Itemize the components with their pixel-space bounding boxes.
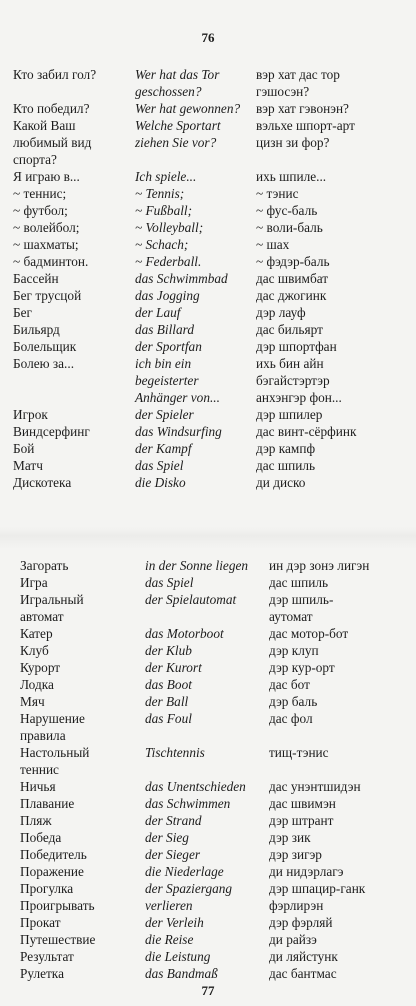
russian-phrase: Игрок — [13, 407, 48, 422]
russian-phrase: любимый вид — [13, 135, 92, 150]
entry-row — [0, 304, 416, 321]
transcription: фэрлирэн — [269, 898, 324, 913]
german-phrase: Tischtennis — [145, 745, 205, 760]
transcription: ~ тэнис — [256, 186, 299, 201]
transcription: дэр лауф — [256, 305, 306, 320]
transcription: дэр кур-орт — [269, 660, 335, 675]
entry-row — [0, 83, 416, 100]
transcription: вэр хат гэвонэн? — [256, 101, 349, 116]
page-number-bottom: 77 — [201, 983, 215, 998]
russian-phrase: Какой Ваш — [13, 118, 76, 133]
transcription: дас шпиль — [269, 575, 329, 590]
german-phrase: das Foul — [145, 711, 192, 726]
german-phrase: der Strand — [145, 813, 202, 828]
transcription: дэр шпилер — [256, 407, 323, 422]
entry-row — [0, 253, 416, 270]
transcription: дас винт-сёрфинк — [256, 424, 357, 439]
russian-phrase: Кто победил? — [13, 101, 90, 116]
entry-row — [0, 168, 416, 185]
entry-row — [0, 117, 416, 134]
german-phrase: begeisterter — [135, 373, 199, 388]
russian-phrase: Катер — [20, 626, 53, 641]
german-phrase: der Ball — [145, 694, 189, 709]
german-phrase: das Schwimmbad — [135, 271, 228, 286]
german-phrase: das Billard — [135, 322, 194, 337]
german-phrase: der Sportfan — [135, 339, 202, 354]
transcription: дэр фэрляй — [269, 915, 333, 930]
transcription: дэр кампф — [256, 441, 316, 456]
russian-phrase: Настольный — [20, 745, 90, 760]
entry-row — [0, 185, 416, 202]
russian-phrase: Поражение — [20, 864, 84, 879]
russian-phrase: Прогулка — [20, 881, 74, 896]
russian-phrase: Бег трусцой — [13, 288, 82, 303]
russian-phrase: Я играю в... — [13, 169, 80, 184]
german-phrase: der Spieler — [135, 407, 194, 422]
entry-row — [0, 795, 416, 812]
entry-row — [0, 863, 416, 880]
entry-row — [0, 406, 416, 423]
entry-row — [0, 676, 416, 693]
transcription: дас джогинк — [256, 288, 327, 303]
transcription: дас швимэн — [269, 796, 336, 811]
entry-row — [0, 625, 416, 642]
german-phrase: ziehen Sie vor? — [135, 135, 217, 150]
russian-phrase: Победитель — [20, 847, 87, 862]
russian-phrase: ~ шахматы; — [13, 237, 79, 252]
russian-phrase: Виндсерфинг — [13, 424, 90, 439]
german-phrase: der Spaziergang — [145, 881, 233, 896]
russian-phrase: Результат — [20, 949, 74, 964]
russian-phrase: Плавание — [20, 796, 75, 811]
transcription: ин дэр зонэ лигэн — [269, 558, 370, 573]
entry-row — [0, 642, 416, 659]
page-number-top: 76 — [201, 30, 215, 45]
entry-row — [0, 100, 416, 117]
transcription: ~ шах — [256, 237, 290, 252]
russian-phrase: Лодка — [20, 677, 54, 692]
entry-row — [0, 659, 416, 676]
russian-phrase: Бассейн — [13, 271, 59, 286]
russian-phrase: спорта? — [13, 152, 57, 167]
entry-row — [0, 829, 416, 846]
transcription: вэр хат дас тор — [256, 67, 340, 82]
german-phrase: der Spielautomat — [145, 592, 237, 607]
german-phrase: die Reise — [145, 932, 194, 947]
entry-row — [0, 608, 416, 625]
entry-row — [0, 693, 416, 710]
german-phrase: Wer hat gewonnen? — [135, 101, 241, 116]
russian-phrase: Победа — [20, 830, 62, 845]
entry-row — [0, 66, 416, 83]
german-phrase: der Verleih — [145, 915, 204, 930]
german-phrase: ~ Fußball; — [135, 203, 193, 218]
russian-phrase: Бильярд — [13, 322, 60, 337]
russian-phrase: Матч — [13, 458, 43, 473]
german-phrase: ~ Tennis; — [135, 186, 185, 201]
transcription: ихь бин айн — [256, 356, 324, 371]
transcription: дэр штрант — [269, 813, 334, 828]
entry-row — [0, 931, 416, 948]
entry-row — [0, 219, 416, 236]
entry-row — [0, 948, 416, 965]
transcription: ди ляйстунк — [269, 949, 338, 964]
transcription: бэгайстэртэр — [256, 373, 330, 388]
entry-row — [0, 202, 416, 219]
russian-phrase: Клуб — [20, 643, 49, 658]
transcription: дэр шпортфан — [256, 339, 337, 354]
transcription: дас мотор-бот — [269, 626, 349, 641]
entry-row — [0, 389, 416, 406]
russian-phrase: автомат — [20, 609, 64, 624]
german-phrase: der Sieg — [145, 830, 189, 845]
german-phrase: Wer hat das Tor — [135, 67, 220, 82]
entry-row — [0, 812, 416, 829]
transcription: дас фол — [269, 711, 313, 726]
german-phrase: das Spiel — [135, 458, 184, 473]
german-phrase: Ich spiele... — [135, 169, 197, 184]
transcription: вэльхе шпорт-арт — [256, 118, 355, 133]
german-phrase: ~ Schach; — [135, 237, 189, 252]
german-phrase: Anhänger von... — [135, 390, 220, 405]
entry-row — [0, 778, 416, 795]
russian-phrase: Пляж — [20, 813, 52, 828]
russian-phrase: теннис — [20, 762, 59, 777]
german-phrase: Welche Sportart — [135, 118, 221, 133]
transcription: дэр шпацир-ганк — [269, 881, 366, 896]
entry-row — [0, 151, 416, 168]
entry-row — [0, 287, 416, 304]
german-phrase: das Boot — [145, 677, 192, 692]
german-phrase: der Sieger — [145, 847, 201, 862]
transcription: ~ фэдэр-баль — [256, 254, 330, 269]
russian-phrase: Игра — [20, 575, 48, 590]
phrasebook-bottom-section — [0, 557, 416, 982]
german-phrase: verlieren — [145, 898, 193, 913]
german-phrase: das Motorboot — [145, 626, 224, 641]
russian-phrase: правила — [20, 728, 66, 743]
transcription: ~ фус-баль — [256, 203, 318, 218]
transcription: ди райзэ — [269, 932, 317, 947]
german-phrase: die Leistung — [145, 949, 211, 964]
russian-phrase: ~ теннис; — [13, 186, 67, 201]
phrasebook-top-section — [0, 66, 416, 491]
entry-row — [0, 880, 416, 897]
transcription: дэр зик — [269, 830, 311, 845]
entry-row — [0, 440, 416, 457]
entry-row — [0, 270, 416, 287]
transcription: дас бильярт — [256, 322, 323, 337]
russian-phrase: Бой — [13, 441, 35, 456]
entry-row — [0, 710, 416, 727]
entry-row — [0, 965, 416, 982]
german-phrase: das Schwimmen — [145, 796, 231, 811]
entry-row — [0, 727, 416, 744]
russian-phrase: Игральный — [20, 592, 84, 607]
transcription: ди диско — [256, 475, 306, 490]
german-phrase: ~ Volleyball; — [135, 220, 204, 235]
russian-phrase: Болельщик — [13, 339, 77, 354]
russian-phrase: Бег — [13, 305, 32, 320]
german-phrase: die Disko — [135, 475, 186, 490]
russian-phrase: ~ футбол; — [13, 203, 68, 218]
german-phrase: ich bin ein — [135, 356, 192, 371]
entry-row — [0, 372, 416, 389]
transcription: дас шпиль — [256, 458, 316, 473]
transcription: аутомат — [269, 609, 313, 624]
german-phrase: das Bandmaß — [145, 966, 218, 981]
entry-row — [0, 744, 416, 761]
german-phrase: das Windsurfing — [135, 424, 222, 439]
transcription: дэр шпиль- — [269, 592, 334, 607]
german-phrase: die Niederlage — [145, 864, 224, 879]
russian-phrase: ~ волейбол; — [13, 220, 80, 235]
entry-row — [0, 474, 416, 491]
entry-row — [0, 236, 416, 253]
entry-row — [0, 557, 416, 574]
transcription: тищ-тэнис — [269, 745, 329, 760]
entry-row — [0, 355, 416, 372]
entry-row — [0, 338, 416, 355]
entry-row — [0, 914, 416, 931]
transcription: гэшосэн? — [256, 84, 310, 99]
transcription: дас унэнтшидэн — [269, 779, 361, 794]
russian-phrase: ~ бадминтон. — [13, 254, 89, 269]
entry-row — [0, 134, 416, 151]
russian-phrase: Мяч — [20, 694, 45, 709]
russian-phrase: Болею за... — [13, 356, 75, 371]
german-phrase: das Jogging — [135, 288, 200, 303]
russian-phrase: Загорать — [20, 558, 69, 573]
russian-phrase: Дискотека — [13, 475, 72, 490]
german-phrase: der Kurort — [145, 660, 202, 675]
transcription: дэр клуп — [269, 643, 319, 658]
entry-row — [0, 846, 416, 863]
german-phrase: das Spiel — [145, 575, 194, 590]
entry-row — [0, 897, 416, 914]
russian-phrase: Проигрывать — [20, 898, 95, 913]
page-gap — [0, 527, 416, 549]
transcription: анхэнгэр фон... — [256, 390, 342, 405]
russian-phrase: Курорт — [20, 660, 61, 675]
german-phrase: geschossen? — [135, 84, 202, 99]
russian-phrase: Прокат — [20, 915, 61, 930]
german-phrase: ~ Federball. — [135, 254, 202, 269]
russian-phrase: Рулетка — [20, 966, 64, 981]
transcription: ~ воли-баль — [256, 220, 323, 235]
german-phrase: der Lauf — [135, 305, 181, 320]
transcription: дас швимбат — [256, 271, 329, 286]
transcription: цизн зи фор? — [256, 135, 330, 150]
entry-row — [0, 321, 416, 338]
german-phrase: das Unentschieden — [145, 779, 246, 794]
transcription: ихь шпиле... — [256, 169, 327, 184]
entry-row — [0, 423, 416, 440]
entry-row — [0, 574, 416, 591]
german-phrase: der Kampf — [135, 441, 192, 456]
russian-phrase: Ничья — [20, 779, 56, 794]
transcription: дас бантмас — [269, 966, 337, 981]
russian-phrase: Кто забил гол? — [13, 67, 97, 82]
transcription: дас бот — [269, 677, 310, 692]
transcription: дэр зигэр — [269, 847, 322, 862]
russian-phrase: Путешествие — [20, 932, 96, 947]
german-phrase: der Klub — [145, 643, 192, 658]
entry-row — [0, 591, 416, 608]
entry-row — [0, 457, 416, 474]
entry-row — [0, 761, 416, 778]
russian-phrase: Нарушение — [20, 711, 85, 726]
transcription: дэр баль — [269, 694, 318, 709]
german-phrase: in der Sonne liegen — [145, 558, 249, 573]
transcription: ди нидэрлагэ — [269, 864, 344, 879]
